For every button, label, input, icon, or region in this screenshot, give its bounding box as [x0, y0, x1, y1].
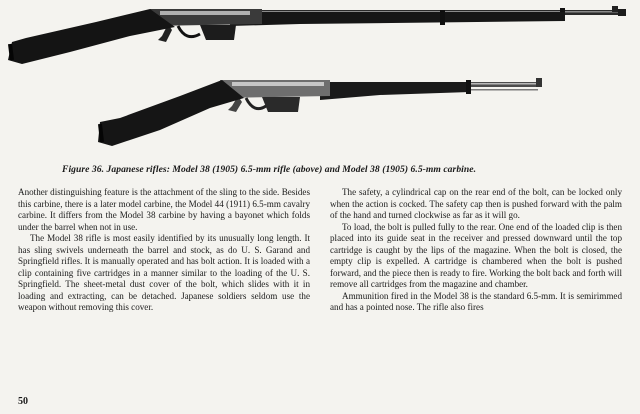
left-column — [18, 187, 310, 314]
model-38-rifle-image — [8, 6, 626, 64]
model-38-carbine-image — [98, 78, 542, 146]
paragraph: Ammunition fired in the Model 38 is the standard 6.5-mm. It is semirimmed and has a pointed nose. The rifle also fires — [330, 290, 622, 313]
page-number: 50 — [18, 396, 28, 407]
paragraph: The safety, a cylindrical cap on the rear end of the bolt, can be locked only when the action is cocked. The safety cap then is pushed forward with the palm of the hand and turned clockwise as far as it will go. — [330, 187, 622, 221]
figure-caption: Figure 36. Japanese rifles: Model 38 (1905) 6.5-mm rifle (above) and Model 38 (1905) 6.5-mm carbine. — [62, 164, 477, 175]
right-column — [330, 187, 622, 314]
rifles-figure — [0, 0, 640, 158]
paragraph: Another distinguishing feature is the attachment of the sling to the side. Besides this carbine, there is a later model carbine, the Model 44 (1911) 6.5-mm cavalry carbine. It differs from the Model 38 carbine by having a bayonet which folds under the barrel when not in use. — [18, 187, 310, 232]
paragraph: The Model 38 rifle is most easily identified by its unusually long length. It has sling swivels underneath the barrel and stock, as do U. S. Garand and Springfield rifles. It is manually operated and has bolt action. It is loaded with a clip containing five cartridges in a manner similar to the loading of the U. S. Springfield. The sheet-metal dust cover of the bolt, which slides with it in loading and extracting, can be detached. Japanese soldiers seldom use the weapon without removing this cover. — [18, 233, 310, 313]
rifles-photo — [0, 0, 640, 158]
paragraph: To load, the bolt is pulled fully to the rear. One end of the loaded clip is then placed into its guide seat in the receiver and pressed downward until the top cartridge is caught by the lips of the magazine. When the bolt is closed, the empty clip is expelled. A cartridge is chambered when the bolt is pushed forward, and the piece then is ready to fire. Working the bolt back and forth will remove all cartridges from the magazine and chamber. — [330, 221, 622, 290]
